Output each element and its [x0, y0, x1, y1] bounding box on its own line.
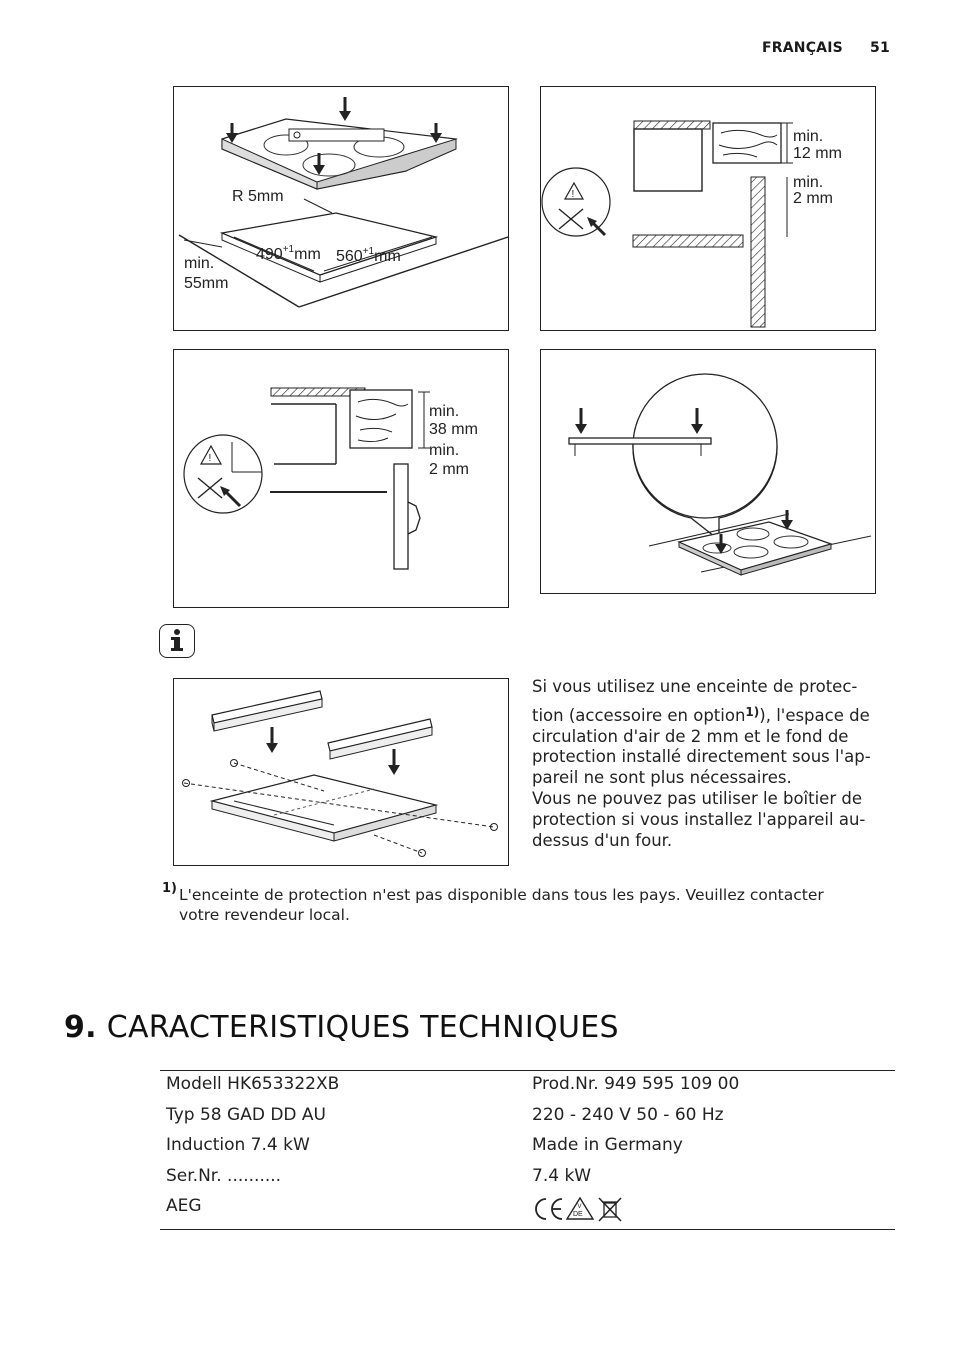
svg-text:!: ! [571, 189, 575, 200]
certification-marks [532, 1195, 632, 1228]
note-line: pareil ne sont plus nécessaires. [532, 768, 792, 788]
footnote-text [179, 885, 879, 925]
spec-left: Typ 58 GAD DD AU [166, 1104, 326, 1125]
weee-bin-icon [599, 1198, 621, 1221]
vde-mark-icon [567, 1198, 593, 1219]
spec-right: 7.4 kW [532, 1165, 592, 1186]
table-row [160, 1071, 895, 1102]
spec-left: Ser.Nr. .......... [166, 1165, 282, 1186]
spec-left: Induction 7.4 kW [166, 1135, 310, 1155]
section-title [64, 1010, 619, 1045]
figure-protection-box [173, 678, 509, 866]
protection-note [532, 677, 892, 851]
min-label-top: min. [429, 403, 460, 420]
figure-cutout-dimensions [173, 86, 509, 331]
note-line: circulation d'air de 2 mm et le fond de [532, 726, 849, 746]
table-row [160, 1132, 895, 1163]
footnote-line: L'enceinte de protection n'est pas disponible dans tous les pays. Veuillez contacter [179, 886, 824, 904]
gap-side-value: 2 mm [793, 190, 833, 207]
min-label-side: min. [429, 442, 460, 459]
section-number: 9. [64, 1010, 97, 1045]
spec-right: Prod.Nr. 949 595 109 00 [532, 1074, 740, 1094]
footnote-line: votre revendeur local. [179, 906, 350, 924]
min-label-top: min. [793, 128, 824, 145]
spec-right: Made in Germany [532, 1135, 683, 1155]
info-icon [159, 624, 195, 658]
page-number: 51 [870, 40, 890, 56]
svg-text:V: V [577, 1204, 582, 1210]
header-section: FRANÇAIS [762, 40, 843, 56]
table-row [160, 1193, 895, 1229]
table-row [160, 1102, 895, 1133]
note-line: protection si vous installez l'appareil au- [532, 809, 866, 829]
gap-side-value: 2 mm [429, 461, 469, 478]
footnote-marker: 1) [162, 881, 177, 896]
spec-right: 220 - 240 V 50 - 60 Hz [532, 1104, 724, 1125]
note-line: protection installé directement sous l'ap- [532, 747, 871, 767]
note-line: tion (accessoire en option$^{1)}$), l'espace de [532, 704, 870, 725]
figure-clearance-38mm [173, 349, 509, 608]
svg-text:DE: DE [573, 1211, 583, 1218]
gap-top-value: 38 mm [429, 421, 478, 438]
spec-table [160, 1070, 895, 1230]
svg-text:!: ! [208, 453, 212, 464]
note-line: Vous ne pouvez pas utiliser le boîtier de [532, 788, 862, 808]
radius-label: R 5mm [232, 188, 284, 205]
note-line: dessus d'un four. [532, 830, 673, 850]
min-label-side: min. [793, 174, 824, 191]
length-dimension: $560^{+1}mm$ [336, 246, 401, 265]
gap-top-value: 12 mm [793, 145, 842, 162]
section-heading: CARACTERISTIQUES TECHNIQUES [106, 1010, 619, 1045]
figure-clearance-12mm [540, 86, 876, 331]
spec-left: Modell HK653322XB [166, 1074, 340, 1094]
figure-hob-installation [540, 349, 876, 594]
spec-left: AEG [166, 1196, 202, 1216]
footnote-ref: 1) [745, 704, 760, 719]
ce-mark-icon [536, 1199, 562, 1219]
min-label: min. [184, 255, 215, 272]
note-line: Si vous utilisez une enceinte de protec- [532, 677, 858, 696]
min-value: 55mm [184, 275, 229, 292]
table-row [160, 1163, 895, 1194]
width-dimension: $490^{+1}mm$ [256, 244, 321, 263]
